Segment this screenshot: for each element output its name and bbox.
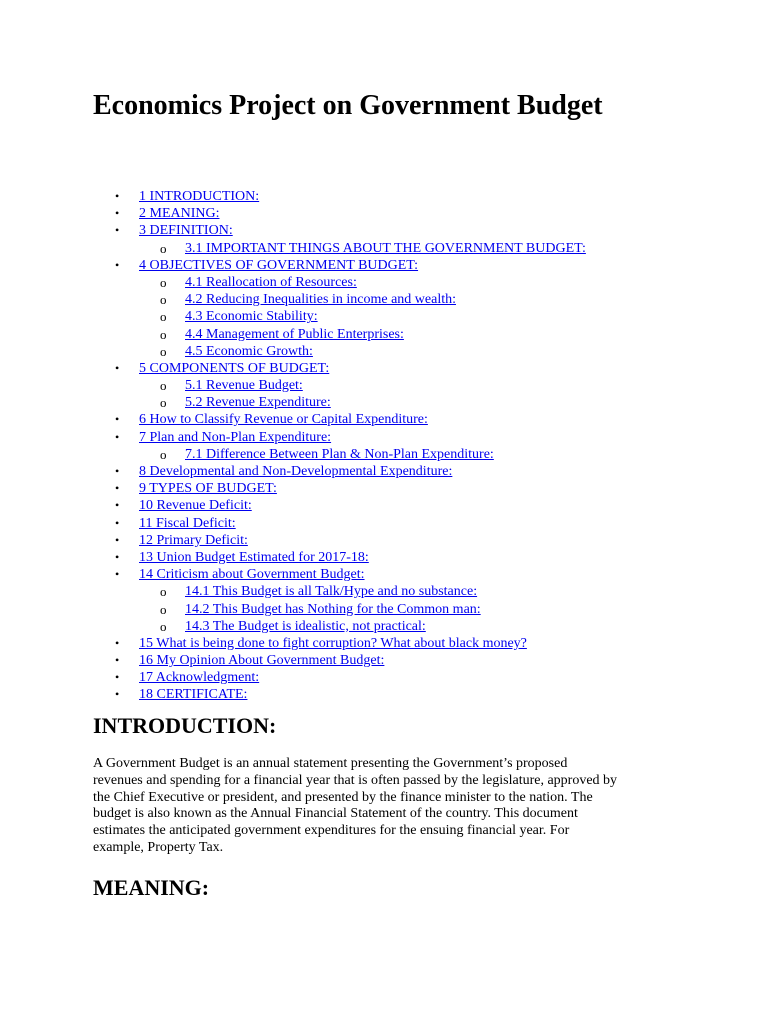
toc-link[interactable]: 3 DEFINITION:: [139, 223, 233, 239]
toc-item: [0, 601, 768, 618]
toc-link[interactable]: 6 How to Classify Revenue or Capital Expenditure:: [139, 412, 428, 428]
toc-link[interactable]: 4.3 Economic Stability:: [185, 309, 318, 325]
bullet-marker: •: [115, 464, 120, 478]
paragraph-line: budget is also known as the Annual Financial Statement of the country. This document: [93, 806, 578, 822]
toc-link[interactable]: 5.2 Revenue Expenditure:: [185, 395, 331, 411]
toc-link[interactable]: 1 INTRODUCTION:: [139, 189, 260, 204]
table-of-contents: [0, 188, 768, 704]
bullet-marker: •: [115, 635, 120, 650]
bullet-marker: •: [115, 481, 120, 496]
paragraph-line: revenues and spending for a financial year that is often passed by the legislature, approved by: [93, 772, 618, 788]
introduction-paragraph: [93, 756, 683, 857]
paragraph-line: the Chief Executive or president, and presented by the finance minister to the nation. The: [93, 789, 593, 805]
toc-link[interactable]: 5.1 Revenue Budget:: [185, 378, 303, 394]
toc-link[interactable]: 16 My Opinion About Government Budget:: [139, 653, 385, 669]
circle-marker: o: [160, 326, 167, 342]
toc-item: [0, 566, 768, 583]
toc-link[interactable]: 13 Union Budget Estimated for 2017-18:: [139, 549, 369, 565]
toc-item: [0, 635, 768, 652]
toc-link[interactable]: 5 COMPONENTS OF BUDGET:: [139, 360, 330, 376]
bullet-marker: •: [115, 429, 120, 444]
bullet-marker: •: [115, 206, 120, 221]
paragraph-line: example, Property Tax.: [93, 839, 224, 855]
toc-item: [0, 240, 768, 257]
toc-link[interactable]: 4.4 Management of Public Enterprises:: [185, 326, 404, 342]
circle-marker: o: [160, 446, 167, 462]
bullet-marker: •: [115, 532, 120, 547]
bullet-marker: •: [115, 498, 120, 513]
toc-link[interactable]: 4 OBJECTIVES OF GOVERNMENT BUDGET:: [139, 257, 419, 273]
toc-item: [0, 429, 768, 446]
paragraph-line: A Government Budget is an annual statement presenting the Government’s proposed: [93, 756, 568, 771]
toc-item: [0, 480, 768, 497]
circle-marker: o: [160, 618, 167, 634]
bullet-marker: •: [115, 653, 120, 668]
bullet-marker: •: [115, 189, 120, 203]
toc-item: [0, 274, 768, 291]
toc-item: [0, 583, 768, 600]
toc-item: [0, 308, 768, 325]
toc-item: [0, 686, 768, 703]
bullet-marker: •: [115, 360, 120, 375]
circle-marker: o: [160, 274, 167, 290]
bullet-marker: •: [115, 412, 120, 427]
toc-link[interactable]: 3.1 IMPORTANT THINGS ABOUT THE GOVERNMENT BUDGET:: [185, 240, 586, 256]
bullet-marker: •: [115, 257, 120, 272]
toc-item: [0, 377, 768, 394]
circle-marker: o: [160, 292, 167, 308]
toc-item: [0, 411, 768, 428]
toc-item: [0, 291, 768, 308]
toc-link[interactable]: 4.2 Reducing Inequalities in income and wealth:: [185, 292, 456, 308]
toc-item: [0, 497, 768, 514]
toc-link[interactable]: 8 Developmental and Non-Developmental Expenditure:: [139, 464, 453, 479]
toc-link[interactable]: 18 CERTIFICATE:: [139, 687, 248, 703]
bullet-marker: •: [115, 549, 120, 564]
toc-link[interactable]: 2 MEANING:: [139, 206, 220, 222]
bullet-marker: •: [115, 687, 120, 702]
toc-link[interactable]: 4.5 Economic Growth:: [185, 343, 313, 359]
toc-item: [0, 188, 768, 205]
toc-item: [0, 549, 768, 566]
toc-item: [0, 463, 768, 480]
bullet-marker: •: [115, 515, 120, 530]
toc-item: [0, 222, 768, 239]
toc-link[interactable]: 14.1 This Budget is all Talk/Hype and no substance:: [185, 584, 478, 600]
toc-link[interactable]: 7.1 Difference Between Plan & Non-Plan Expenditure:: [185, 446, 494, 462]
circle-marker: o: [160, 584, 167, 600]
toc-item: [0, 205, 768, 222]
meaning-heading: MEANING:: [93, 875, 210, 900]
toc-link[interactable]: 7 Plan and Non-Plan Expenditure:: [139, 429, 332, 445]
toc-item: [0, 343, 768, 360]
toc-link[interactable]: 12 Primary Deficit:: [139, 532, 248, 548]
toc-item: [0, 515, 768, 532]
toc-link[interactable]: 15 What is being done to fight corruption? What about black money?: [139, 635, 527, 651]
toc-item: [0, 446, 768, 463]
toc-item: [0, 532, 768, 549]
toc-item: [0, 326, 768, 343]
toc-link[interactable]: 4.1 Reallocation of Resources:: [185, 274, 357, 290]
toc-link[interactable]: 11 Fiscal Deficit:: [139, 515, 236, 531]
circle-marker: o: [160, 343, 167, 359]
bullet-marker: •: [115, 670, 120, 685]
toc-item: [0, 652, 768, 669]
toc-item: [0, 394, 768, 411]
toc-item: [0, 618, 768, 635]
document-title: Economics Project on Government Budget: [93, 90, 603, 121]
toc-link[interactable]: 10 Revenue Deficit:: [139, 498, 252, 514]
toc-link[interactable]: 17 Acknowledgment:: [139, 670, 260, 686]
circle-marker: o: [160, 240, 167, 256]
bullet-marker: •: [115, 223, 120, 238]
toc-item: [0, 669, 768, 686]
circle-marker: o: [160, 378, 167, 394]
toc-link[interactable]: 14 Criticism about Government Budget:: [139, 567, 365, 583]
introduction-heading: INTRODUCTION:: [93, 713, 277, 738]
circle-marker: o: [160, 601, 167, 617]
toc-link[interactable]: 9 TYPES OF BUDGET:: [139, 481, 277, 497]
circle-marker: o: [160, 309, 167, 325]
circle-marker: o: [160, 395, 167, 411]
toc-link[interactable]: 14.2 This Budget has Nothing for the Common man:: [185, 601, 481, 617]
toc-item: [0, 257, 768, 274]
paragraph-line: estimates the anticipated government expenditures for the ensuing financial year. For: [93, 823, 570, 839]
bullet-marker: •: [115, 567, 120, 582]
toc-link[interactable]: 14.3 The Budget is idealistic, not practical:: [185, 618, 426, 634]
toc-item: [0, 360, 768, 377]
